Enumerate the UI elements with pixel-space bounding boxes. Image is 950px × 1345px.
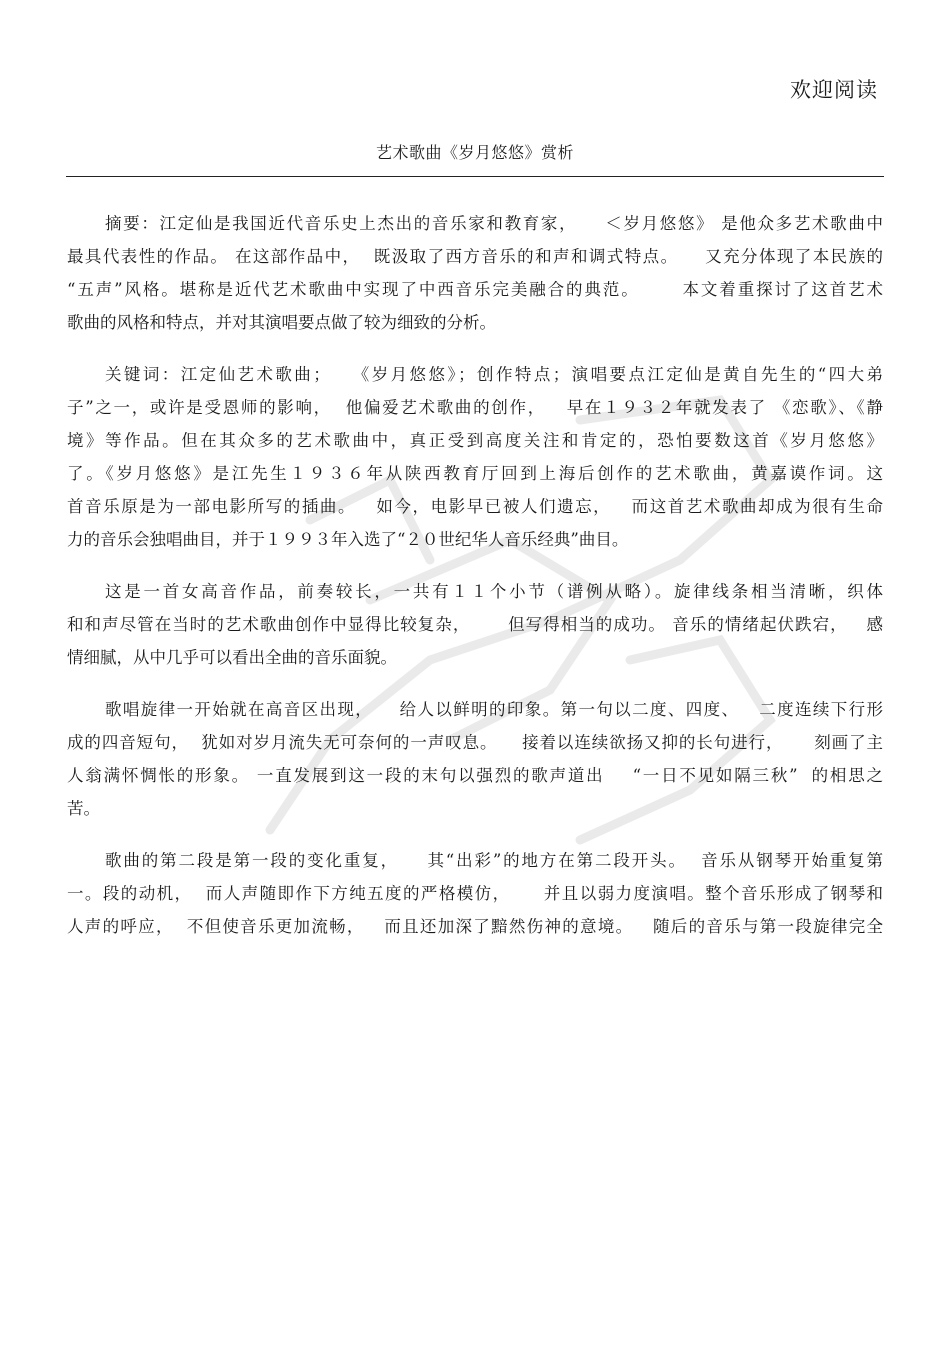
text-line: 最具代表性的作品。 在这部作品中， 既汲取了西方音乐的和声和调式特点。 又充分体现了本民族的: [67, 247, 883, 266]
paragraph-abstract: [67, 207, 883, 339]
text-line: 力的音乐会独唱曲目，并于１９９３年入选了“２０世纪华人音乐经典”曲目。: [67, 530, 629, 549]
title-divider: [66, 176, 884, 177]
text-line: 苦。: [67, 799, 100, 818]
text-line: 情细腻，从中几乎可以看出全曲的音乐面貌。: [67, 648, 397, 667]
text-line: 和和声尽管在当时的艺术歌曲创作中显得比较复杂， 但写得相当的成功。 音乐的情绪起伏跌宕， 感: [67, 615, 883, 634]
text-line: 成的四音短句， 犹如对岁月流失无可奈何的一声叹息。 接着以连续欲扬又抑的长句进行， 刻画了主: [67, 733, 883, 752]
text-line: 歌曲的第二段是第一段的变化重复， 其“出彩”的地方在第二段开头。 音乐从钢琴开始重复第: [105, 851, 883, 870]
text-line: 首音乐原是为一部电影所写的插曲。 如今，电影早已被人们遗忘， 而这首艺术歌曲却成为很有生命: [67, 497, 883, 516]
paragraph-prelude: [67, 575, 883, 674]
text-line: 人声的呼应， 不但使音乐更加流畅， 而且还加深了黯然伤神的意境。 随后的音乐与第一段旋律完全: [67, 917, 883, 936]
paragraph-second-section: [67, 844, 883, 943]
text-line: 人翁满怀惆怅的形象。 一直发展到这一段的末句以强烈的歌声道出 “一日不见如隔三秋” 的相思之: [67, 766, 883, 785]
text-line: 关键词：江定仙艺术歌曲； 《岁月悠悠》；创作特点；演唱要点江定仙是黄自先生的“四大弟: [105, 365, 883, 384]
paragraph-melody: [67, 693, 883, 825]
text-line: 了。《岁月悠悠》是江先生１９３６年从陕西教育厅回到上海后创作的艺术歌曲，黄嘉谟作词。这: [67, 464, 883, 483]
text-line: 一。段的动机， 而人声随即作下方纯五度的严格模仿， 并且以弱力度演唱。整个音乐形成了钢琴和: [67, 884, 883, 903]
text-line: “五声”风格。堪称是近代艺术歌曲中实现了中西音乐完美融合的典范。 本文着重探讨了这首艺术: [67, 280, 883, 299]
header-label: 欢迎阅读: [790, 78, 878, 102]
text-line: 摘要：江定仙是我国近代音乐史上杰出的音乐家和教育家， ＜岁月悠悠》 是他众多艺术歌曲中: [105, 214, 883, 233]
text-line: 境》等作品。但在其众多的艺术歌曲中，真正受到高度关注和肯定的，恐怕要数这首《岁月悠悠》: [67, 431, 883, 450]
text-line: 这是一首女高音作品，前奏较长，一共有１１个小节（谱例从略）。旋律线条相当清晰，织体: [105, 582, 883, 601]
text-line: 歌曲的风格和特点，并对其演唱要点做了较为细致的分析。: [67, 313, 496, 332]
paragraph-keywords: [67, 358, 883, 556]
text-line: 子”之一，或许是受恩师的影响， 他偏爱艺术歌曲的创作， 早在１９３２年就发表了 《恋歌》、《静: [67, 398, 883, 417]
document-body: [67, 207, 883, 943]
document-title: 艺术歌曲《岁月悠悠》赏析: [375, 143, 574, 162]
text-line: 歌唱旋律一开始就在高音区出现， 给人以鲜明的印象。第一句以二度、四度、 二度连续下行形: [105, 700, 883, 719]
